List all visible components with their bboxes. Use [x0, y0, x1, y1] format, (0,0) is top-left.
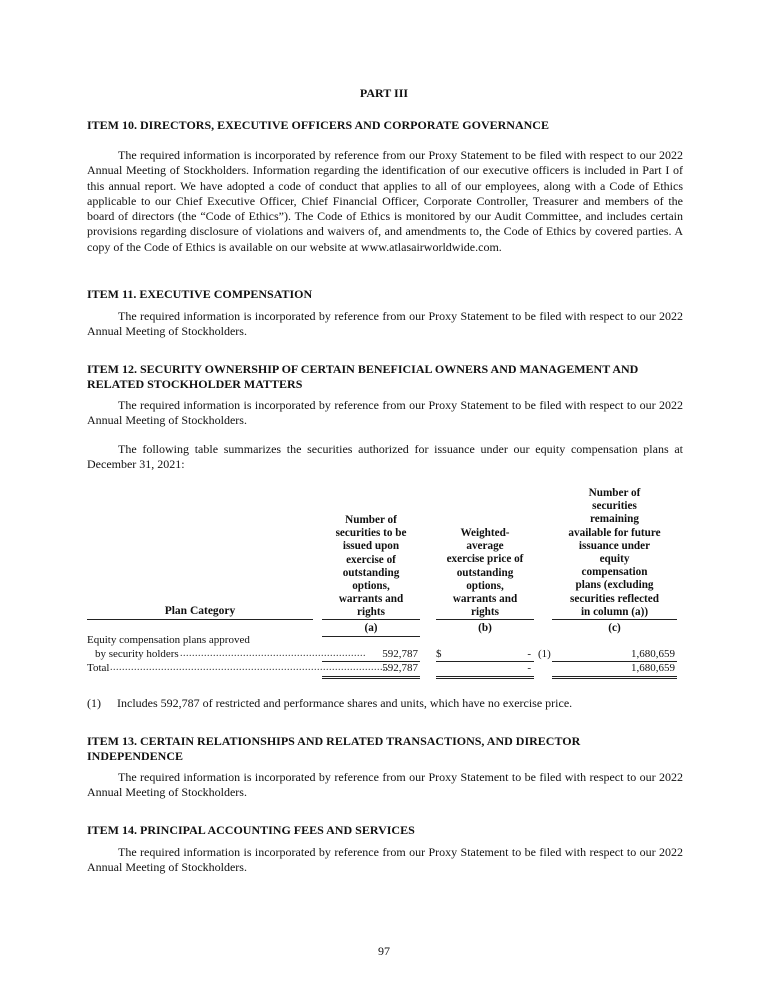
item10-body: [87, 148, 683, 255]
total-col-a-double-rule: [322, 676, 420, 679]
col-plan-category: Plan Category: [164, 605, 236, 617]
page-number: 97: [378, 944, 390, 958]
item12-body-text: The required information is incorporated by reference from our Proxy Statement to be filed with respect to our 2022 Annual Meeting of Stockholders.: [87, 398, 683, 428]
col-a-header-line: Number of: [345, 514, 397, 526]
item12-heading-line2: RELATED STOCKHOLDER MATTERS: [87, 377, 303, 391]
row1-leader-dots: ..............................................................: [180, 648, 366, 659]
row1-col-b: -: [527, 648, 531, 660]
row1-col-c: 1,680,659: [631, 648, 675, 660]
row2-col-b: -: [527, 662, 531, 674]
total-col-c-double-rule: [552, 676, 677, 679]
item10-body-text: The required information is incorporated by reference from our Proxy Statement to be filed with respect to our 2022 Annual Meeting of Stockholders. Information regarding the identification of our executive officers is included in Part I of this annual report. We have adopted a code of conduct that applies to all of our employees, along with a Code of Ethics applicable to our Chief Executive Officer, Chief Financial Officer, Corporate Controller, Treasurer and members of the board of directors (the “Code of Ethics”). The Code of Ethics is monitored by our Audit Committee, and includes certain provisions regarding disclosure of violations and waivers of, and amendments to, the Code of Ethics by covered parties. A copy of the Code of Ethics is available on our website at www.atlasairworldwide.com.: [87, 148, 683, 254]
footnote: [87, 696, 572, 711]
col-c-header-line: available for future: [568, 526, 661, 539]
row2-leader-dots: .............................................................................................: [110, 662, 389, 673]
col-a-header-line: securities to be: [335, 527, 407, 540]
col-b-header-line: warrants and: [452, 593, 518, 606]
col-b-rule: [436, 619, 534, 620]
col-a-rule: [322, 619, 420, 620]
row2-col-c: 1,680,659: [631, 662, 675, 674]
col-a-header-line: issued upon: [342, 540, 400, 553]
item12-heading: [87, 362, 687, 392]
item14-heading: ITEM 14. PRINCIPAL ACCOUNTING FEES AND SERVICES: [87, 823, 415, 837]
col-c-header-line: issuance under: [578, 539, 651, 552]
col-c-header-line: securities reflected: [570, 592, 659, 605]
col-c-header-line: plans (excluding: [575, 579, 654, 592]
col-c-label: (c): [608, 622, 621, 634]
col-a-header-line: outstanding: [342, 566, 400, 579]
col-a-header-line: exercise of: [346, 553, 396, 566]
item14-body-text: The required information is incorporated by reference from our Proxy Statement to be filed with respect to our 2022 Annual Meeting of Stockholders.: [87, 845, 683, 875]
item13-body: [87, 770, 683, 801]
item12-table-intro: [87, 442, 683, 473]
col-c-header: [552, 487, 677, 619]
part-title: PART III: [359, 86, 409, 100]
col-c-header-line: remaining: [590, 513, 639, 526]
col-b-header-line: rights: [471, 606, 499, 619]
col-c-header-line: securities: [592, 500, 637, 513]
col-b-header: [436, 527, 534, 619]
col-a-header-line: rights: [357, 606, 385, 619]
row2-label: Total: [87, 662, 110, 674]
row1-label-line2: by security holders: [95, 648, 179, 660]
item13-heading-line1: ITEM 13. CERTAIN RELATIONSHIPS AND RELATED TRANSACTIONS, AND DIRECTOR: [87, 734, 581, 748]
col-a-header: [322, 514, 420, 620]
item12-body: [87, 398, 683, 429]
col-b-header-line: outstanding: [456, 566, 514, 579]
plan-category-rule: [87, 619, 313, 620]
row1-label-line1: Equity compensation plans approved: [87, 634, 250, 646]
col-a-header-line: warrants and: [338, 593, 404, 606]
col-c-header-line: Number of: [588, 487, 641, 499]
item13-heading: [87, 734, 687, 764]
item13-body-text: The required information is incorporated by reference from our Proxy Statement to be filed with respect to our 2022 Annual Meeting of Stockholders.: [87, 770, 683, 800]
col-b-header-line: Weighted-: [460, 527, 510, 539]
item13-heading-line2: INDEPENDENCE: [87, 749, 184, 763]
col-c-header-line: compensation: [581, 566, 648, 579]
col-a-label: (a): [364, 622, 378, 634]
col-a-label-rule: [322, 636, 420, 637]
item10-heading: ITEM 10. DIRECTORS, EXECUTIVE OFFICERS AND CORPORATE GOVERNANCE: [87, 118, 549, 132]
item12-heading-line1: ITEM 12. SECURITY OWNERSHIP OF CERTAIN BENEFICIAL OWNERS AND MANAGEMENT AND: [87, 362, 639, 376]
footnote-text: Includes 592,787 of restricted and performance shares and units, which have no exercise price.: [117, 696, 573, 710]
col-c-header-line: in column (a)): [580, 605, 649, 618]
item11-body: [87, 309, 683, 340]
item14-body: [87, 845, 683, 876]
col-b-header-line: options,: [466, 579, 504, 592]
footnote-marker: (1): [87, 696, 101, 710]
item12-table-intro-text: The following table summarizes the securities authorized for issuance under our equity compensation plans at December 31, 2021:: [87, 442, 683, 472]
total-col-b-double-rule: [436, 676, 534, 679]
item11-heading: ITEM 11. EXECUTIVE COMPENSATION: [87, 287, 313, 301]
col-c-rule: [552, 619, 677, 620]
col-b-label: (b): [478, 622, 492, 634]
row1-footnote-ref: (1): [538, 648, 551, 660]
col-b-header-line: average: [466, 540, 504, 553]
row1-dollar: $: [436, 648, 442, 660]
col-b-header-line: exercise price of: [446, 553, 524, 566]
item11-body-text: The required information is incorporated by reference from our Proxy Statement to be filed with respect to our 2022 Annual Meeting of Stockholders.: [87, 309, 683, 339]
row2-col-a: 592,787: [382, 662, 418, 674]
col-a-header-line: options,: [352, 580, 390, 593]
row1-col-a: 592,787: [382, 648, 418, 660]
col-c-header-line: equity: [599, 553, 630, 566]
